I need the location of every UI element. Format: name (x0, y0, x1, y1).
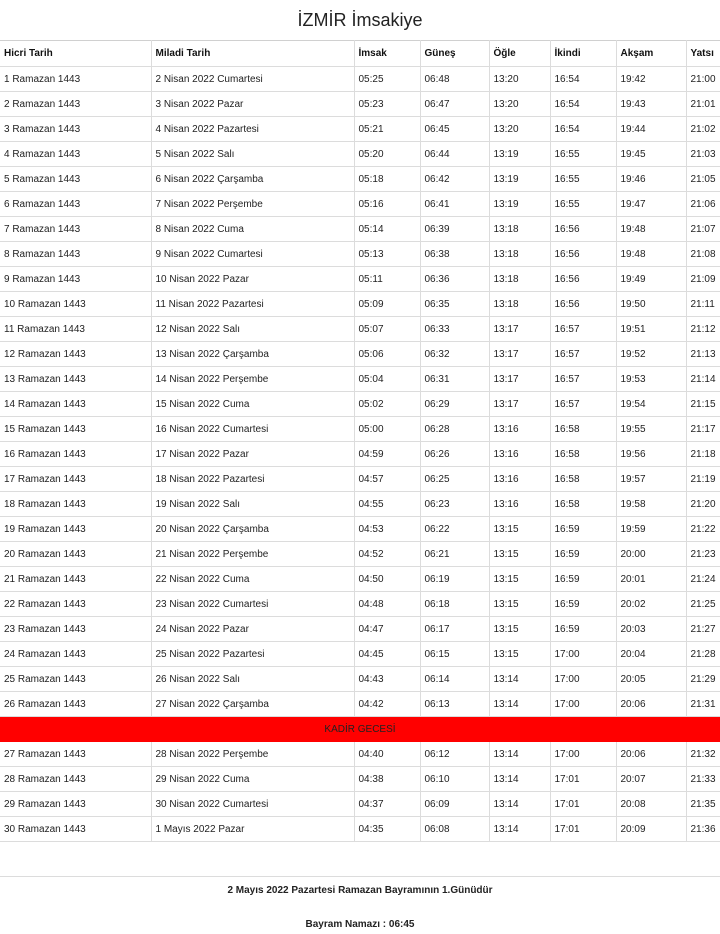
miladi-cell: 26 Nisan 2022 Salı (151, 667, 354, 692)
column-header-yatsi: Yatsı (686, 41, 720, 67)
imsak-cell: 04:45 (354, 642, 420, 667)
imsakiye-table (0, 40, 720, 842)
miladi-cell: 20 Nisan 2022 Çarşamba (151, 517, 354, 542)
miladi-cell: 2 Nisan 2022 Cumartesi (151, 67, 354, 92)
ogle-cell: 13:16 (489, 442, 550, 467)
hicri-cell: 4 Ramazan 1443 (0, 142, 151, 167)
column-header-aksam: Akşam (616, 41, 686, 67)
ogle-cell: 13:16 (489, 492, 550, 517)
hicri-cell: 27 Ramazan 1443 (0, 742, 151, 767)
ogle-cell: 13:14 (489, 792, 550, 817)
imsak-cell: 05:23 (354, 92, 420, 117)
aksam-cell: 19:49 (616, 267, 686, 292)
gunes-cell: 06:44 (420, 142, 489, 167)
page-title: İZMİR İmsakiye (297, 10, 423, 30)
gunes-cell: 06:33 (420, 317, 489, 342)
table-row (0, 667, 720, 692)
gunes-cell: 06:47 (420, 92, 489, 117)
yatsi-cell: 21:11 (686, 292, 720, 317)
gunes-cell: 06:29 (420, 392, 489, 417)
ogle-cell: 13:14 (489, 667, 550, 692)
table-row (0, 217, 720, 242)
ogle-cell: 13:20 (489, 92, 550, 117)
imsak-cell: 04:55 (354, 492, 420, 517)
ikindi-cell: 17:00 (550, 642, 616, 667)
yatsi-cell: 21:09 (686, 267, 720, 292)
ogle-cell: 13:15 (489, 542, 550, 567)
yatsi-cell: 21:20 (686, 492, 720, 517)
table-row (0, 292, 720, 317)
miladi-cell: 5 Nisan 2022 Salı (151, 142, 354, 167)
aksam-cell: 20:02 (616, 592, 686, 617)
gunes-cell: 06:42 (420, 167, 489, 192)
hicri-cell: 12 Ramazan 1443 (0, 342, 151, 367)
bayram-prayer-time: Bayram Namazı : 06:45 (305, 919, 415, 930)
ikindi-cell: 16:57 (550, 317, 616, 342)
table-row (0, 817, 720, 842)
yatsi-cell: 21:18 (686, 442, 720, 467)
ikindi-cell: 16:54 (550, 92, 616, 117)
ikindi-cell: 16:59 (550, 592, 616, 617)
ogle-cell: 13:15 (489, 642, 550, 667)
ogle-cell: 13:19 (489, 167, 550, 192)
gunes-cell: 06:08 (420, 817, 489, 842)
table-row (0, 267, 720, 292)
aksam-cell: 19:53 (616, 367, 686, 392)
yatsi-cell: 21:02 (686, 117, 720, 142)
ogle-cell: 13:14 (489, 767, 550, 792)
table-row (0, 492, 720, 517)
yatsi-cell: 21:05 (686, 167, 720, 192)
ikindi-cell: 16:58 (550, 492, 616, 517)
ikindi-cell: 16:55 (550, 142, 616, 167)
ikindi-cell: 16:55 (550, 167, 616, 192)
imsak-cell: 05:20 (354, 142, 420, 167)
hicri-cell: 6 Ramazan 1443 (0, 192, 151, 217)
aksam-cell: 20:08 (616, 792, 686, 817)
aksam-cell: 20:09 (616, 817, 686, 842)
hicri-cell: 23 Ramazan 1443 (0, 617, 151, 642)
yatsi-cell: 21:33 (686, 767, 720, 792)
hicri-cell: 26 Ramazan 1443 (0, 692, 151, 717)
yatsi-cell: 21:07 (686, 217, 720, 242)
hicri-cell: 11 Ramazan 1443 (0, 317, 151, 342)
ikindi-cell: 17:01 (550, 817, 616, 842)
hicri-cell: 2 Ramazan 1443 (0, 92, 151, 117)
yatsi-cell: 21:06 (686, 192, 720, 217)
gunes-cell: 06:25 (420, 467, 489, 492)
ikindi-cell: 16:59 (550, 617, 616, 642)
aksam-cell: 20:01 (616, 567, 686, 592)
bayram-day-note: 2 Mayıs 2022 Pazartesi Ramazan Bayramının 1.Günüdür (227, 885, 493, 896)
gunes-cell: 06:21 (420, 542, 489, 567)
kadir-gecesi-row (0, 717, 720, 742)
miladi-cell: 10 Nisan 2022 Pazar (151, 267, 354, 292)
ogle-cell: 13:20 (489, 67, 550, 92)
miladi-cell: 30 Nisan 2022 Cumartesi (151, 792, 354, 817)
gunes-cell: 06:39 (420, 217, 489, 242)
gunes-cell: 06:41 (420, 192, 489, 217)
miladi-cell: 14 Nisan 2022 Perşembe (151, 367, 354, 392)
column-header-hicri: Hicri Tarih (0, 41, 151, 67)
kadir-gecesi-label: KADİR GECESİ (0, 717, 720, 742)
gunes-cell: 06:28 (420, 417, 489, 442)
miladi-cell: 17 Nisan 2022 Pazar (151, 442, 354, 467)
yatsi-cell: 21:29 (686, 667, 720, 692)
yatsi-cell: 21:31 (686, 692, 720, 717)
aksam-cell: 19:52 (616, 342, 686, 367)
aksam-cell: 19:57 (616, 467, 686, 492)
table-body (0, 67, 720, 842)
table-row (0, 242, 720, 267)
table-row (0, 67, 720, 92)
hicri-cell: 15 Ramazan 1443 (0, 417, 151, 442)
gunes-cell: 06:48 (420, 67, 489, 92)
hicri-cell: 30 Ramazan 1443 (0, 817, 151, 842)
hicri-cell: 24 Ramazan 1443 (0, 642, 151, 667)
hicri-cell: 10 Ramazan 1443 (0, 292, 151, 317)
yatsi-cell: 21:19 (686, 467, 720, 492)
ogle-cell: 13:19 (489, 192, 550, 217)
gunes-cell: 06:35 (420, 292, 489, 317)
yatsi-cell: 21:24 (686, 567, 720, 592)
ogle-cell: 13:18 (489, 292, 550, 317)
aksam-cell: 19:51 (616, 317, 686, 342)
table-row (0, 517, 720, 542)
table-row (0, 592, 720, 617)
yatsi-cell: 21:00 (686, 67, 720, 92)
hicri-cell: 22 Ramazan 1443 (0, 592, 151, 617)
ogle-cell: 13:18 (489, 217, 550, 242)
hicri-cell: 8 Ramazan 1443 (0, 242, 151, 267)
hicri-cell: 5 Ramazan 1443 (0, 167, 151, 192)
column-header-imsak: İmsak (354, 41, 420, 67)
yatsi-cell: 21:23 (686, 542, 720, 567)
yatsi-cell: 21:15 (686, 392, 720, 417)
table-row (0, 392, 720, 417)
imsak-cell: 04:37 (354, 792, 420, 817)
miladi-cell: 9 Nisan 2022 Cumartesi (151, 242, 354, 267)
ikindi-cell: 16:54 (550, 117, 616, 142)
yatsi-cell: 21:17 (686, 417, 720, 442)
miladi-cell: 4 Nisan 2022 Pazartesi (151, 117, 354, 142)
ogle-cell: 13:15 (489, 517, 550, 542)
imsak-cell: 04:48 (354, 592, 420, 617)
table-row (0, 767, 720, 792)
gunes-cell: 06:15 (420, 642, 489, 667)
ikindi-cell: 17:00 (550, 667, 616, 692)
gunes-cell: 06:26 (420, 442, 489, 467)
yatsi-cell: 21:36 (686, 817, 720, 842)
gunes-cell: 06:31 (420, 367, 489, 392)
miladi-cell: 15 Nisan 2022 Cuma (151, 392, 354, 417)
hicri-cell: 20 Ramazan 1443 (0, 542, 151, 567)
gunes-cell: 06:17 (420, 617, 489, 642)
miladi-cell: 28 Nisan 2022 Perşembe (151, 742, 354, 767)
ogle-cell: 13:20 (489, 117, 550, 142)
imsak-cell: 05:25 (354, 67, 420, 92)
imsak-cell: 04:53 (354, 517, 420, 542)
gunes-cell: 06:12 (420, 742, 489, 767)
imsak-cell: 05:02 (354, 392, 420, 417)
miladi-cell: 13 Nisan 2022 Çarşamba (151, 342, 354, 367)
miladi-cell: 12 Nisan 2022 Salı (151, 317, 354, 342)
hicri-cell: 14 Ramazan 1443 (0, 392, 151, 417)
gunes-cell: 06:18 (420, 592, 489, 617)
yatsi-cell: 21:32 (686, 742, 720, 767)
aksam-cell: 19:46 (616, 167, 686, 192)
imsak-cell: 05:07 (354, 317, 420, 342)
imsak-cell: 05:18 (354, 167, 420, 192)
hicri-cell: 19 Ramazan 1443 (0, 517, 151, 542)
aksam-cell: 19:44 (616, 117, 686, 142)
hicri-cell: 7 Ramazan 1443 (0, 217, 151, 242)
miladi-cell: 25 Nisan 2022 Pazartesi (151, 642, 354, 667)
table-row (0, 542, 720, 567)
ogle-cell: 13:17 (489, 342, 550, 367)
imsak-cell: 04:47 (354, 617, 420, 642)
column-header-miladi: Miladi Tarih (151, 41, 354, 67)
imsak-cell: 05:16 (354, 192, 420, 217)
aksam-cell: 19:43 (616, 92, 686, 117)
gunes-cell: 06:14 (420, 667, 489, 692)
aksam-cell: 20:06 (616, 692, 686, 717)
imsak-cell: 05:09 (354, 292, 420, 317)
miladi-cell: 16 Nisan 2022 Cumartesi (151, 417, 354, 442)
aksam-cell: 19:42 (616, 67, 686, 92)
gunes-cell: 06:22 (420, 517, 489, 542)
table-row (0, 792, 720, 817)
table-row (0, 317, 720, 342)
aksam-cell: 19:58 (616, 492, 686, 517)
miladi-cell: 6 Nisan 2022 Çarşamba (151, 167, 354, 192)
ikindi-cell: 16:59 (550, 567, 616, 592)
ikindi-cell: 16:56 (550, 242, 616, 267)
ogle-cell: 13:16 (489, 417, 550, 442)
hicri-cell: 13 Ramazan 1443 (0, 367, 151, 392)
yatsi-cell: 21:14 (686, 367, 720, 392)
miladi-cell: 3 Nisan 2022 Pazar (151, 92, 354, 117)
aksam-cell: 19:50 (616, 292, 686, 317)
hicri-cell: 9 Ramazan 1443 (0, 267, 151, 292)
yatsi-cell: 21:03 (686, 142, 720, 167)
gunes-cell: 06:09 (420, 792, 489, 817)
table-row (0, 692, 720, 717)
miladi-cell: 22 Nisan 2022 Cuma (151, 567, 354, 592)
ikindi-cell: 16:55 (550, 192, 616, 217)
ikindi-cell: 17:01 (550, 767, 616, 792)
ikindi-cell: 16:59 (550, 542, 616, 567)
hicri-cell: 25 Ramazan 1443 (0, 667, 151, 692)
ikindi-cell: 16:56 (550, 267, 616, 292)
ogle-cell: 13:14 (489, 692, 550, 717)
column-header-gunes: Güneş (420, 41, 489, 67)
ogle-cell: 13:16 (489, 467, 550, 492)
ikindi-cell: 16:57 (550, 342, 616, 367)
imsak-cell: 04:38 (354, 767, 420, 792)
aksam-cell: 19:48 (616, 217, 686, 242)
hicri-cell: 28 Ramazan 1443 (0, 767, 151, 792)
imsak-cell: 05:13 (354, 242, 420, 267)
imsak-cell: 04:43 (354, 667, 420, 692)
column-header-ikindi: İkindi (550, 41, 616, 67)
miladi-cell: 7 Nisan 2022 Perşembe (151, 192, 354, 217)
ikindi-cell: 16:57 (550, 367, 616, 392)
imsak-cell: 04:59 (354, 442, 420, 467)
column-header-ogle: Öğle (489, 41, 550, 67)
table-row (0, 142, 720, 167)
gunes-cell: 06:13 (420, 692, 489, 717)
miladi-cell: 21 Nisan 2022 Perşembe (151, 542, 354, 567)
gunes-cell: 06:23 (420, 492, 489, 517)
table-row (0, 367, 720, 392)
hicri-cell: 16 Ramazan 1443 (0, 442, 151, 467)
ikindi-cell: 16:58 (550, 467, 616, 492)
ikindi-cell: 17:00 (550, 742, 616, 767)
imsak-cell: 05:06 (354, 342, 420, 367)
yatsi-cell: 21:13 (686, 342, 720, 367)
ogle-cell: 13:18 (489, 242, 550, 267)
imsak-cell: 05:14 (354, 217, 420, 242)
aksam-cell: 19:59 (616, 517, 686, 542)
table-row (0, 642, 720, 667)
aksam-cell: 20:04 (616, 642, 686, 667)
ogle-cell: 13:14 (489, 817, 550, 842)
table-header (0, 41, 720, 67)
ogle-cell: 13:15 (489, 567, 550, 592)
header-row (0, 41, 720, 67)
miladi-cell: 8 Nisan 2022 Cuma (151, 217, 354, 242)
hicri-cell: 18 Ramazan 1443 (0, 492, 151, 517)
yatsi-cell: 21:01 (686, 92, 720, 117)
imsak-cell: 05:11 (354, 267, 420, 292)
miladi-cell: 24 Nisan 2022 Pazar (151, 617, 354, 642)
ogle-cell: 13:17 (489, 392, 550, 417)
imsak-cell: 05:04 (354, 367, 420, 392)
hicri-cell: 21 Ramazan 1443 (0, 567, 151, 592)
aksam-cell: 19:55 (616, 417, 686, 442)
gunes-cell: 06:38 (420, 242, 489, 267)
table-row (0, 342, 720, 367)
aksam-cell: 20:00 (616, 542, 686, 567)
ikindi-cell: 17:00 (550, 692, 616, 717)
table-row (0, 117, 720, 142)
aksam-cell: 19:48 (616, 242, 686, 267)
yatsi-cell: 21:25 (686, 592, 720, 617)
ikindi-cell: 16:54 (550, 67, 616, 92)
miladi-cell: 18 Nisan 2022 Pazartesi (151, 467, 354, 492)
table-row (0, 467, 720, 492)
miladi-cell: 11 Nisan 2022 Pazartesi (151, 292, 354, 317)
gunes-cell: 06:36 (420, 267, 489, 292)
gunes-cell: 06:45 (420, 117, 489, 142)
hicri-cell: 17 Ramazan 1443 (0, 467, 151, 492)
table-row (0, 442, 720, 467)
ikindi-cell: 16:56 (550, 292, 616, 317)
ikindi-cell: 16:57 (550, 392, 616, 417)
ikindi-cell: 16:58 (550, 417, 616, 442)
imsak-cell: 04:42 (354, 692, 420, 717)
table-row (0, 417, 720, 442)
ogle-cell: 13:14 (489, 742, 550, 767)
aksam-cell: 19:45 (616, 142, 686, 167)
aksam-cell: 19:47 (616, 192, 686, 217)
imsak-cell: 04:35 (354, 817, 420, 842)
miladi-cell: 27 Nisan 2022 Çarşamba (151, 692, 354, 717)
miladi-cell: 29 Nisan 2022 Cuma (151, 767, 354, 792)
aksam-cell: 20:06 (616, 742, 686, 767)
yatsi-cell: 21:27 (686, 617, 720, 642)
imsak-cell: 04:52 (354, 542, 420, 567)
yatsi-cell: 21:28 (686, 642, 720, 667)
hicri-cell: 3 Ramazan 1443 (0, 117, 151, 142)
ogle-cell: 13:15 (489, 592, 550, 617)
yatsi-cell: 21:22 (686, 517, 720, 542)
imsak-cell: 04:57 (354, 467, 420, 492)
hicri-cell: 1 Ramazan 1443 (0, 67, 151, 92)
table-row (0, 742, 720, 767)
table-row (0, 167, 720, 192)
ikindi-cell: 16:59 (550, 517, 616, 542)
footer (0, 876, 720, 932)
table-row (0, 567, 720, 592)
aksam-cell: 20:03 (616, 617, 686, 642)
gunes-cell: 06:10 (420, 767, 489, 792)
yatsi-cell: 21:08 (686, 242, 720, 267)
miladi-cell: 19 Nisan 2022 Salı (151, 492, 354, 517)
gunes-cell: 06:19 (420, 567, 489, 592)
yatsi-cell: 21:12 (686, 317, 720, 342)
ogle-cell: 13:17 (489, 367, 550, 392)
ogle-cell: 13:18 (489, 267, 550, 292)
ogle-cell: 13:19 (489, 142, 550, 167)
table-row (0, 617, 720, 642)
gunes-cell: 06:32 (420, 342, 489, 367)
ikindi-cell: 16:56 (550, 217, 616, 242)
ikindi-cell: 16:58 (550, 442, 616, 467)
table-row (0, 92, 720, 117)
yatsi-cell: 21:35 (686, 792, 720, 817)
imsak-cell: 04:40 (354, 742, 420, 767)
aksam-cell: 20:05 (616, 667, 686, 692)
aksam-cell: 19:56 (616, 442, 686, 467)
aksam-cell: 20:07 (616, 767, 686, 792)
aksam-cell: 19:54 (616, 392, 686, 417)
hicri-cell: 29 Ramazan 1443 (0, 792, 151, 817)
imsak-cell: 05:21 (354, 117, 420, 142)
imsak-cell: 05:00 (354, 417, 420, 442)
miladi-cell: 1 Mayıs 2022 Pazar (151, 817, 354, 842)
miladi-cell: 23 Nisan 2022 Cumartesi (151, 592, 354, 617)
ikindi-cell: 17:01 (550, 792, 616, 817)
ogle-cell: 13:17 (489, 317, 550, 342)
table-row (0, 192, 720, 217)
ogle-cell: 13:15 (489, 617, 550, 642)
imsak-cell: 04:50 (354, 567, 420, 592)
